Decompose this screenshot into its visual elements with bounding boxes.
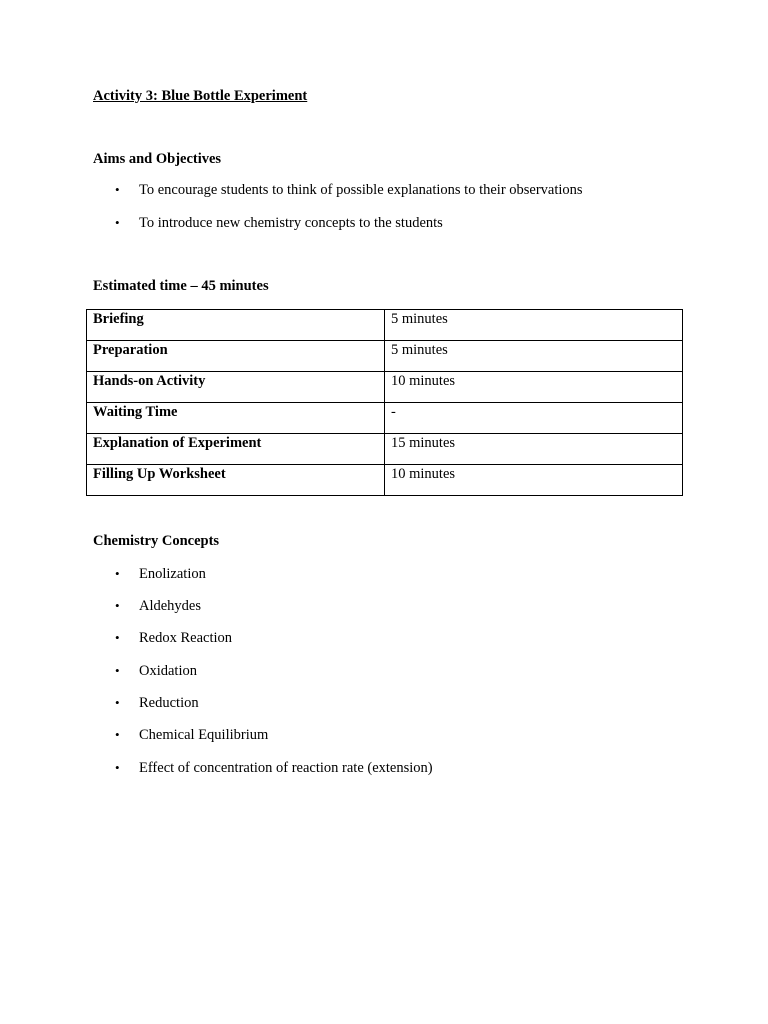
concept-item-text: Reduction	[139, 695, 199, 711]
estimated-time-heading: Estimated time – 45 minutes	[93, 278, 269, 294]
bullet-icon: •	[115, 630, 120, 645]
bullet-icon: •	[115, 598, 120, 613]
concept-item-text: Effect of concentration of reaction rate (extension)	[139, 760, 433, 776]
duration-cell: 10 minutes	[385, 372, 683, 403]
duration-cell: 10 minutes	[385, 465, 683, 496]
table-row	[87, 403, 683, 434]
aims-item-text: To introduce new chemistry concepts to the students	[139, 215, 443, 231]
bullet-icon: •	[115, 727, 120, 742]
duration-cell: 5 minutes	[385, 341, 683, 372]
concept-list-item	[115, 695, 199, 712]
table-row	[87, 341, 683, 372]
bullet-icon: •	[115, 182, 120, 197]
concept-list-item	[115, 598, 201, 615]
aims-list-item	[115, 182, 583, 199]
aims-item-text: To encourage students to think of possible explanations to their observations	[139, 182, 583, 198]
time-table	[86, 309, 683, 496]
page-title: Activity 3: Blue Bottle Experiment	[93, 88, 308, 104]
aims-heading: Aims and Objectives	[93, 151, 222, 167]
activity-cell: Waiting Time	[87, 403, 385, 434]
bullet-icon: •	[115, 695, 120, 710]
table-row	[87, 310, 683, 341]
activity-cell: Filling Up Worksheet	[87, 465, 385, 496]
table-row	[87, 372, 683, 403]
bullet-icon: •	[115, 663, 120, 678]
concept-list-item	[115, 727, 268, 744]
activity-cell: Preparation	[87, 341, 385, 372]
duration-cell: 15 minutes	[385, 434, 683, 465]
activity-cell: Hands-on Activity	[87, 372, 385, 403]
chemistry-concepts-heading: Chemistry Concepts	[93, 533, 220, 549]
concept-list-item	[115, 760, 433, 777]
bullet-icon: •	[115, 760, 120, 775]
duration-cell: -	[385, 403, 683, 434]
aims-list-item	[115, 215, 443, 232]
bullet-icon: •	[115, 566, 120, 581]
concept-list-item	[115, 630, 232, 647]
activity-cell: Explanation of Experiment	[87, 434, 385, 465]
concept-item-text: Chemical Equilibrium	[139, 727, 269, 743]
duration-cell: 5 minutes	[385, 310, 683, 341]
table-row	[87, 465, 683, 496]
concept-item-text: Aldehydes	[139, 598, 202, 614]
concept-item-text: Redox Reaction	[139, 630, 233, 646]
table-row	[87, 434, 683, 465]
concept-item-text: Enolization	[139, 566, 206, 582]
concept-list-item	[115, 663, 197, 680]
concept-item-text: Oxidation	[139, 663, 197, 679]
activity-cell: Briefing	[87, 310, 385, 341]
concept-list-item	[115, 566, 206, 583]
bullet-icon: •	[115, 215, 120, 230]
